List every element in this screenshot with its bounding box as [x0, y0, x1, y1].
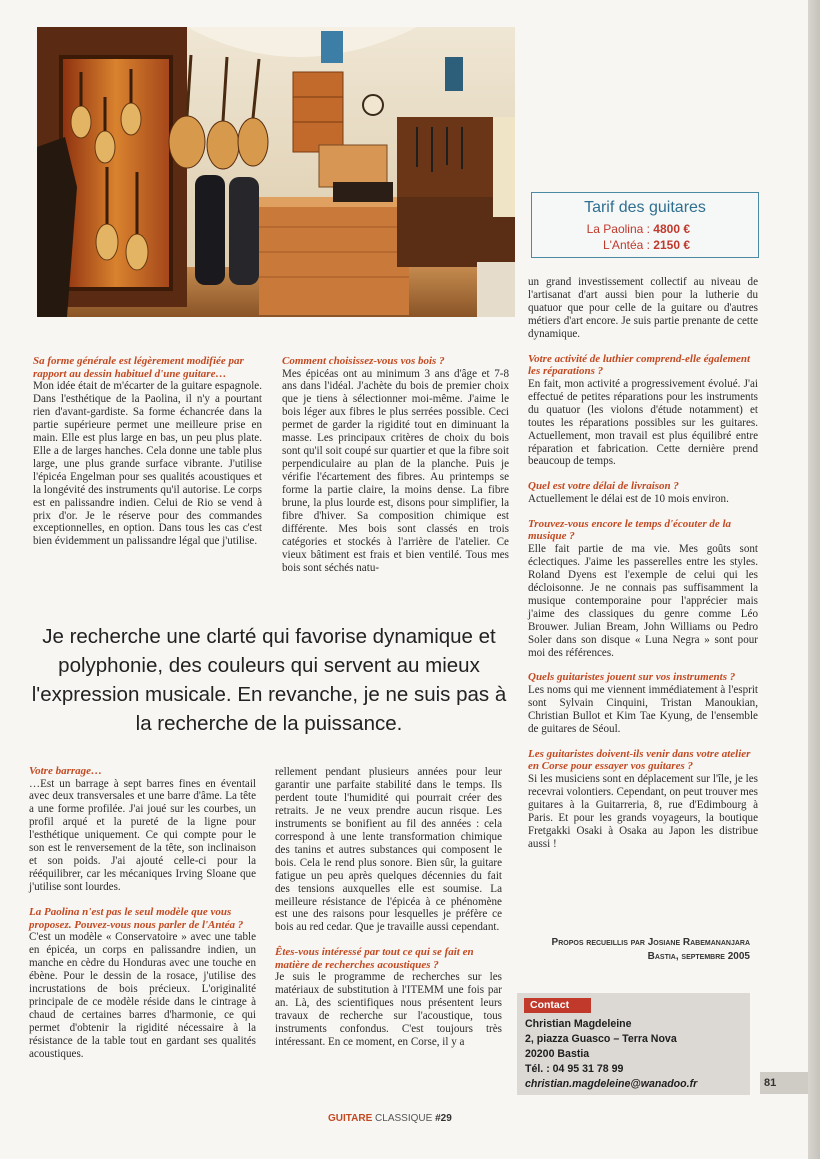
- question-heading: Quels guitaristes jouent sur vos instruments ?: [528, 671, 736, 684]
- workshop-illustration: [37, 27, 515, 317]
- issue-number: #29: [432, 1113, 452, 1124]
- question-heading: Votre activité de luthier comprend-elle également les réparations ?: [528, 352, 751, 378]
- magazine-footer: [328, 1113, 452, 1124]
- answer-paragraph: En fait, mon activité a progressivement évolué. J'ai effectué de petites réparations pour les instruments du quatuor (les violons d'étude notamment) et toutes les réparations possibles sur les guitares. Actuellement, mon travail est plus équilibré entre réparation et fabrication. Cette dernière prend beaucoup de temps.: [528, 377, 758, 468]
- answer-paragraph: Je suis le programme de recherches sur les matériaux de substitution à l'ITEMM une fois par an. Là, des scientifiques nous présentent leurs travaux de recherche sur l'acoustique, tous instruments confondus. C'est toujours très intéressant. En ce moment, en Corse, il y a: [275, 971, 502, 1049]
- answer-paragraph: Actuellement le délai est de 10 mois environ.: [528, 492, 729, 505]
- question-heading: Êtes-vous intéressé par tout ce qui se fait en matière de recherches acoustiques ?: [275, 946, 474, 971]
- question-heading: Sa forme générale est légèrement modifiée par rapport au dessin habituel d'une guitare…: [33, 355, 244, 380]
- question-heading: Comment choisissez-vous vos bois ?: [282, 355, 445, 367]
- price-box: [531, 192, 759, 258]
- pull-quote: Je recherche une clarté qui favorise dynamique et polyphonie, des couleurs qui servent au mieux l'expression musicale. En revanche, je ne suis pas à la recherche de la puissance.: [31, 625, 507, 735]
- column-2-bottom: [275, 766, 502, 1049]
- answer-paragraph: un grand investissement collectif au niveau de l'artisanat d'art aussi bien pour la lutherie du quatuor que pour celle de la guitare ou d'autres métiers d'art encore. Je suis partie prenante de cette dynamique.: [528, 276, 758, 340]
- question-heading: Votre barrage…: [29, 765, 103, 777]
- contact-email[interactable]: christian.magdeleine@wanadoo.fr: [525, 1078, 698, 1090]
- answer-paragraph: Mon idée était de m'écarter de la guitare espagnole. Dans l'esthétique de la Paolina, il n'y a pourtant rien d'avant-gardiste. Sa forme échancrée dans la partie supérieure permet une meilleure prise en main. Elle est plus large en bas, un peu plus plate. Elle a de larges hanches. Cela donne une table plus large, une plus grande surface vibrante. J'utilise l'épicéa Engelman pour ses qualités acoustiques et la longévité des instruments qu'il autorise. Le corps est en palissandre indien. Celui de Rio se vend à prix d'or. Je le réserve pour des commandes exceptionnelles, en option. Dans tous les cas c'est bien évidemment un palissandre légal que j'utilise.: [33, 380, 262, 548]
- question-heading: Les guitaristes doivent-ils venir dans votre atelier en Corse pour essayer vos guitares ?: [528, 747, 751, 773]
- answer-paragraph: Si les musiciens sont en déplacement sur l'île, je les recevrai volontiers. Cependant, on peut trouver mes guitares à la Guitarreria, 8, rue d'Edimbourg à Paris. Et pour les grands voyageurs, la boutique Fretgakki Osaki à Osaka au Japon les distribue aussi !: [528, 772, 758, 850]
- contact-address: 2, piazza Guasco – Terra Nova: [525, 1033, 677, 1045]
- column-3: [528, 276, 758, 851]
- contact-city: 20200 Bastia: [525, 1048, 590, 1060]
- interview-credit: [522, 936, 750, 964]
- credit-author: Propos recueillis par Josiane Rabemananjara: [551, 937, 750, 948]
- answer-paragraph: …Est un barrage à sept barres fines en éventail avec deux transversales et une barre d'âme. La tête a une forme profilée. J'ai joué sur les courbes, un profil arqué et la pureté de la ligne pour l'esthétique uniquement. Ce qui compte pour le son est le renversement de la tête, son inclinaison et son poids. J'ai ajouté celle-ci pour la rééquilibrer, car les mécaniques Irving Sloane que j'utilise sont lourdes.: [29, 777, 256, 894]
- contact-label: Contact: [524, 998, 591, 1013]
- column-1-top: [33, 355, 262, 548]
- column-2-top: [282, 355, 509, 575]
- price-paolina: La Paolina : 4800 €: [586, 222, 690, 236]
- answer-paragraph: Mes épicéas ont au minimum 3 ans d'âge et 7-8 ans dans l'idéal. J'achète du bois de premier choix que je tiens à sélectionner moi-même. J'aime le bois léger aux fibres le plus serrées possible. Ceci permet de garder la rigidité tout en diminuant la masse. Les principaux critères de choix du bois sont qu'il soit coupé sur quartier et que la fibre soit perpendiculaire au plan de la planche. Puis je vérifie l'écartement des fibres. Au printemps se forme la partie claire, la moins dense. La fibre brune, la plus lourde est, disons pour simplifier, la fibre d'hiver. Sa composition chimique est différente. Mes bois sont classés en trois catégories et stockés à l'arrière de l'atelier. Ce vieux bâtiment est frais et bien ventilé. Tous mes bois sont séchés natu-: [282, 367, 509, 574]
- contact-phone: Tél. : 04 95 31 78 99: [525, 1063, 624, 1075]
- answer-paragraph: C'est un modèle « Conservatoire » avec une table en épicéa, un corps en palissandre indien, un manche en cèdre du Honduras avec une touche en ébène. Pour le dessin de la rosace, j'utilise des incrustations de bois précieux. L'originalité principale de ce modèle réside dans le cintrage à chaud de certaines barres d'harmonie, ce qui permet d'obtenir la rigidité nécessaire à la résistance de la table tout en gardant ses qualités acoustiques.: [29, 931, 256, 1060]
- magazine-brand-2: CLASSIQUE: [372, 1113, 433, 1124]
- contact-box: [517, 993, 750, 1095]
- question-heading: Trouvez-vous encore le temps d'écouter de la musique ?: [528, 517, 732, 543]
- answer-paragraph: Les noms qui me viennent immédiatement à l'esprit sont Sylvain Cinquini, Tristan Manoukian, Christian Bullot et Kim Tae Kyung, de l'ensemble de guitares de Séoul.: [528, 683, 758, 735]
- question-heading: La Paolina n'est pas le seul modèle que vous proposez. Pouvez-vous nous parler de l'Antéa ?: [29, 906, 244, 931]
- answer-paragraph: rellement pendant plusieurs années pour leur garantir une parfaite stabilité dans le temps. Ils perdent toute l'humidité qui pourrait créer des retraits. Je ne veux prendre aucun risque. Les instruments se bonifient au fil des années : cela correspond à une lente transformation chimique des tanins et autres substances qui composent le bois. Cela le rend plus sonore. Bien sûr, la guitare fatigue un peu après quelques décennies du fait des tensions auxquelles elle est soumise. La meilleure résistance de l'épicéa à ce phénomène est une des raisons pour lesquelles je préfère ce bois au red cedar. Que je travaille aussi cependant.: [275, 766, 502, 934]
- page-edge: [808, 0, 820, 1159]
- contact-details: [525, 1017, 697, 1092]
- credit-place-date: Bastia, septembre 2005: [647, 951, 750, 962]
- question-heading: Quel est votre délai de livraison ?: [528, 480, 679, 493]
- contact-name: Christian Magdeleine: [525, 1018, 632, 1030]
- magazine-brand: GUITARE: [328, 1113, 373, 1124]
- price-antea: L'Antéa : 2150 €: [602, 238, 690, 252]
- page-number: 81: [760, 1072, 808, 1094]
- answer-paragraph: Elle fait partie de ma vie. Mes goûts sont éclectiques. J'aime les passerelles entre les styles. Roland Dyens est l'exemple de celui qui les décloisonne. Je ne connais pas suffisamment la musique contemporaine pour l'apprécier mais j'aime des classiques du genre comme Léo Brouwer. Julian Bream, John Williams ou Pedro Soler dans son disque « Luna Negra » sont pour moi des références.: [528, 542, 758, 659]
- workshop-photo: [37, 27, 515, 317]
- column-1-bottom: [29, 765, 256, 1061]
- price-box-title: Tarif des guitares: [584, 199, 706, 216]
